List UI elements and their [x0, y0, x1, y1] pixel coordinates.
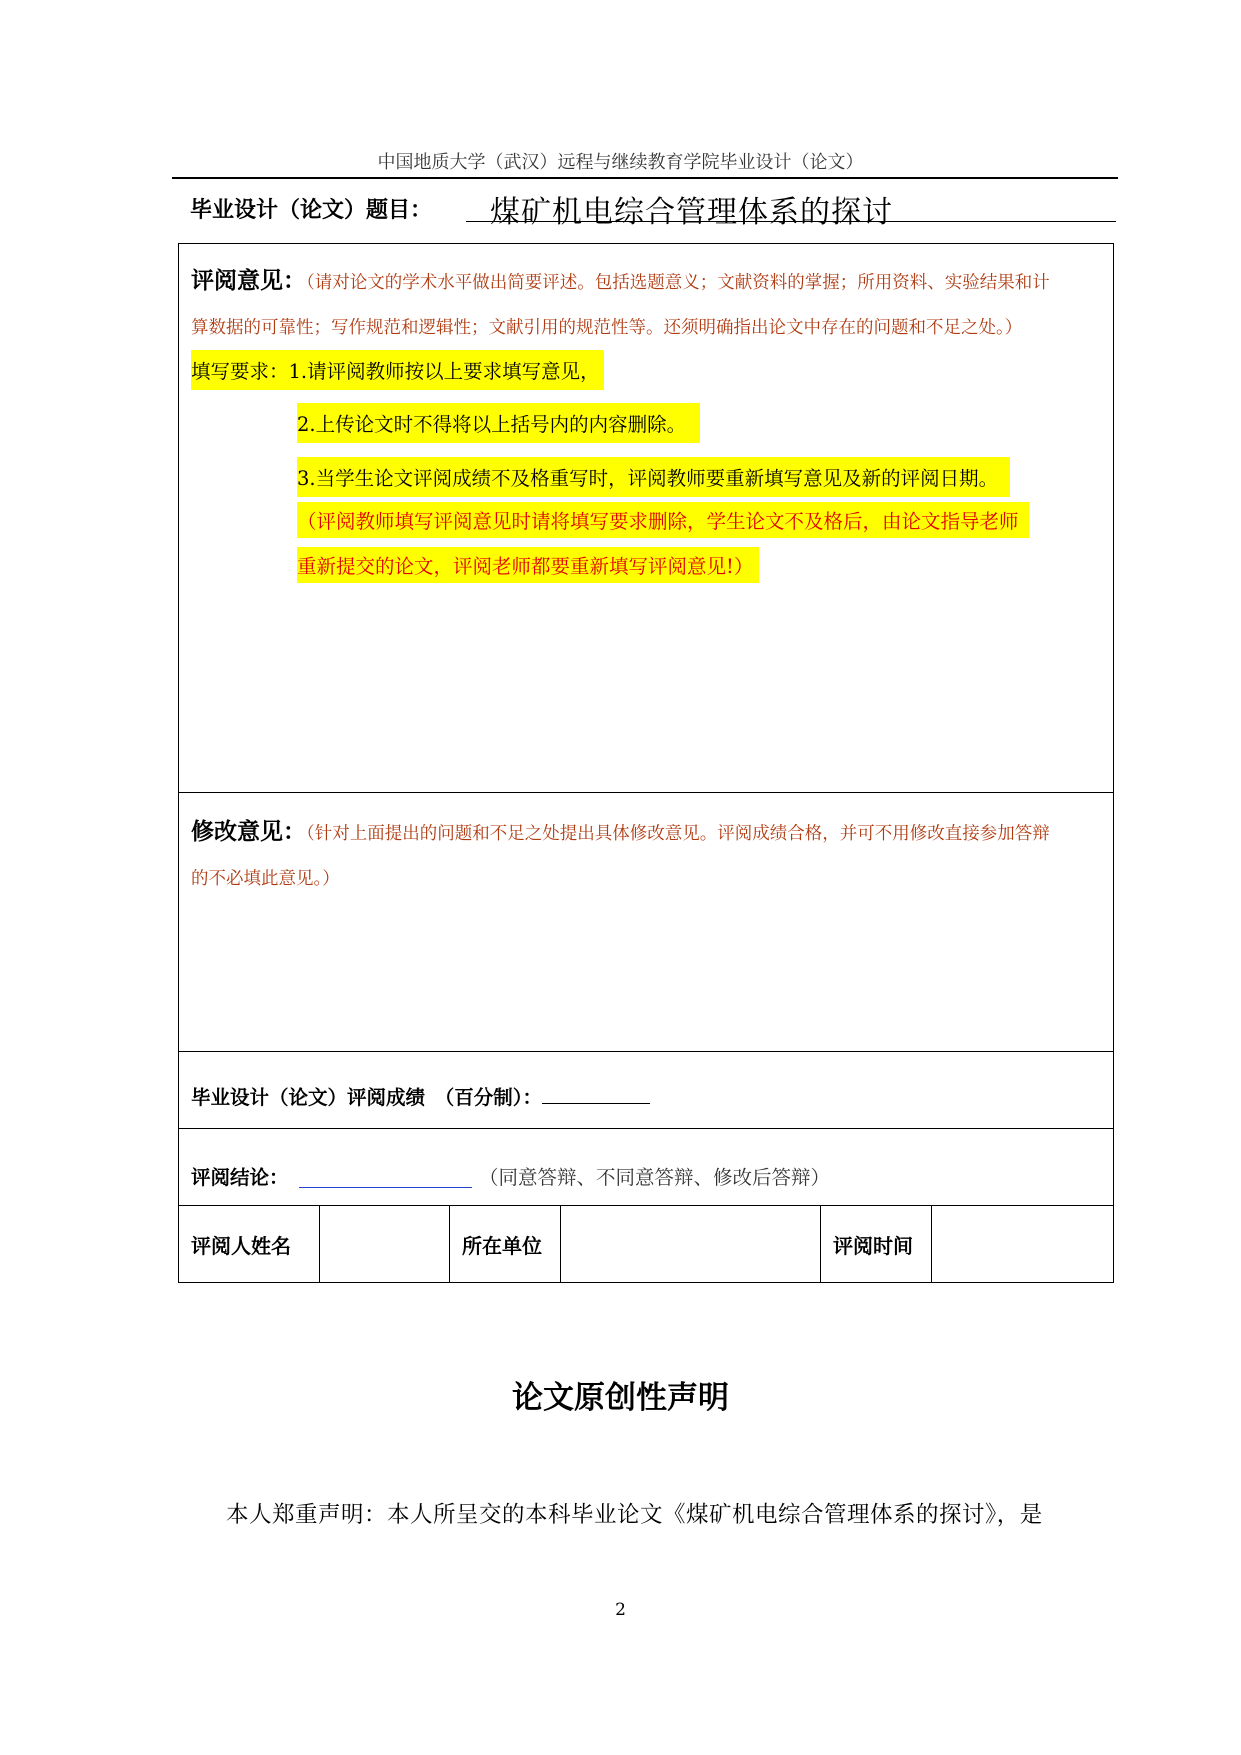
review-time-label: 评阅时间	[821, 1206, 932, 1283]
requirement-label: 填写要求：	[191, 360, 289, 383]
declaration-title: 论文原创性声明	[512, 1380, 729, 1416]
score-label: 毕业设计（论文）评阅成绩 （百分制）：	[191, 1086, 543, 1109]
review-form-table	[178, 243, 1114, 1283]
conclusion-label: 评阅结论：	[191, 1166, 289, 1189]
unit-field[interactable]	[561, 1206, 821, 1283]
modification-note-1: （针对上面提出的问题和不足之处提出具体修改意见。评阅成绩合格，并可不用修改直接参加答辩	[306, 824, 1050, 844]
review-time-field[interactable]	[932, 1206, 1114, 1283]
requirement-red-2: 重新提交的论文，评阅老师都要重新填写评阅意见!）	[297, 547, 759, 583]
topic-label: 毕业设计（论文）题目：	[190, 198, 433, 223]
requirement-3: 3.当学生论文评阅成绩不及格重写时，评阅教师要重新填写意见及新的评阅日期。	[297, 457, 1010, 497]
conclusion-options: （同意答辩、不同意答辩、修改后答辩）	[479, 1166, 831, 1189]
institution-header: 中国地质大学（武汉）远程与继续教育学院毕业设计（论文）	[377, 152, 864, 173]
review-line-1	[191, 262, 1050, 295]
requirement-line-1	[191, 350, 604, 390]
topic-value-text: 煤矿机电综合管理体系的探讨	[490, 195, 893, 230]
requirement-red-1: （评阅教师填写评阅意见时请将填写要求删除，学生论文不及格后，由论文指导老师	[297, 502, 1029, 538]
score-cell	[179, 1052, 1114, 1129]
requirement-2: 2.上传论文时不得将以上括号内的内容删除。	[297, 403, 700, 443]
modification-note-2: 的不必填此意见。）	[191, 869, 340, 889]
conclusion-input[interactable]	[299, 1187, 472, 1188]
header-rule	[172, 177, 1118, 179]
modification-opinion-cell[interactable]	[179, 793, 1114, 1052]
reviewer-name-field[interactable]	[320, 1206, 450, 1283]
requirement-1: 1.请评阅教师按以上要求填写意见，	[288, 360, 600, 383]
declaration-body: 本人郑重声明：本人所呈交的本科毕业论文《煤矿机电综合管理体系的探讨》，是	[226, 1502, 1043, 1528]
score-row	[191, 1082, 650, 1110]
modification-heading: 修改意见：	[191, 819, 306, 845]
conclusion-cell	[179, 1129, 1114, 1206]
review-note-2: 算数据的可靠性；写作规范和逻辑性；文献引用的规范性等。还须明确指出论文中存在的问题和不足之处。）	[191, 318, 1023, 338]
reviewer-name-label: 评阅人姓名	[179, 1206, 320, 1283]
topic-value	[466, 187, 1116, 230]
unit-label: 所在单位	[450, 1206, 561, 1283]
review-note-1: （请对论文的学术水平做出简要评述。包括选题意义；文献资料的掌握；所用资料、实验结果和计	[306, 273, 1050, 293]
review-opinion-cell[interactable]	[179, 244, 1114, 793]
review-heading: 评阅意见：	[191, 268, 306, 294]
score-input[interactable]	[542, 1085, 650, 1104]
modification-line-1	[191, 813, 1050, 846]
page-number: 2	[615, 1600, 626, 1620]
